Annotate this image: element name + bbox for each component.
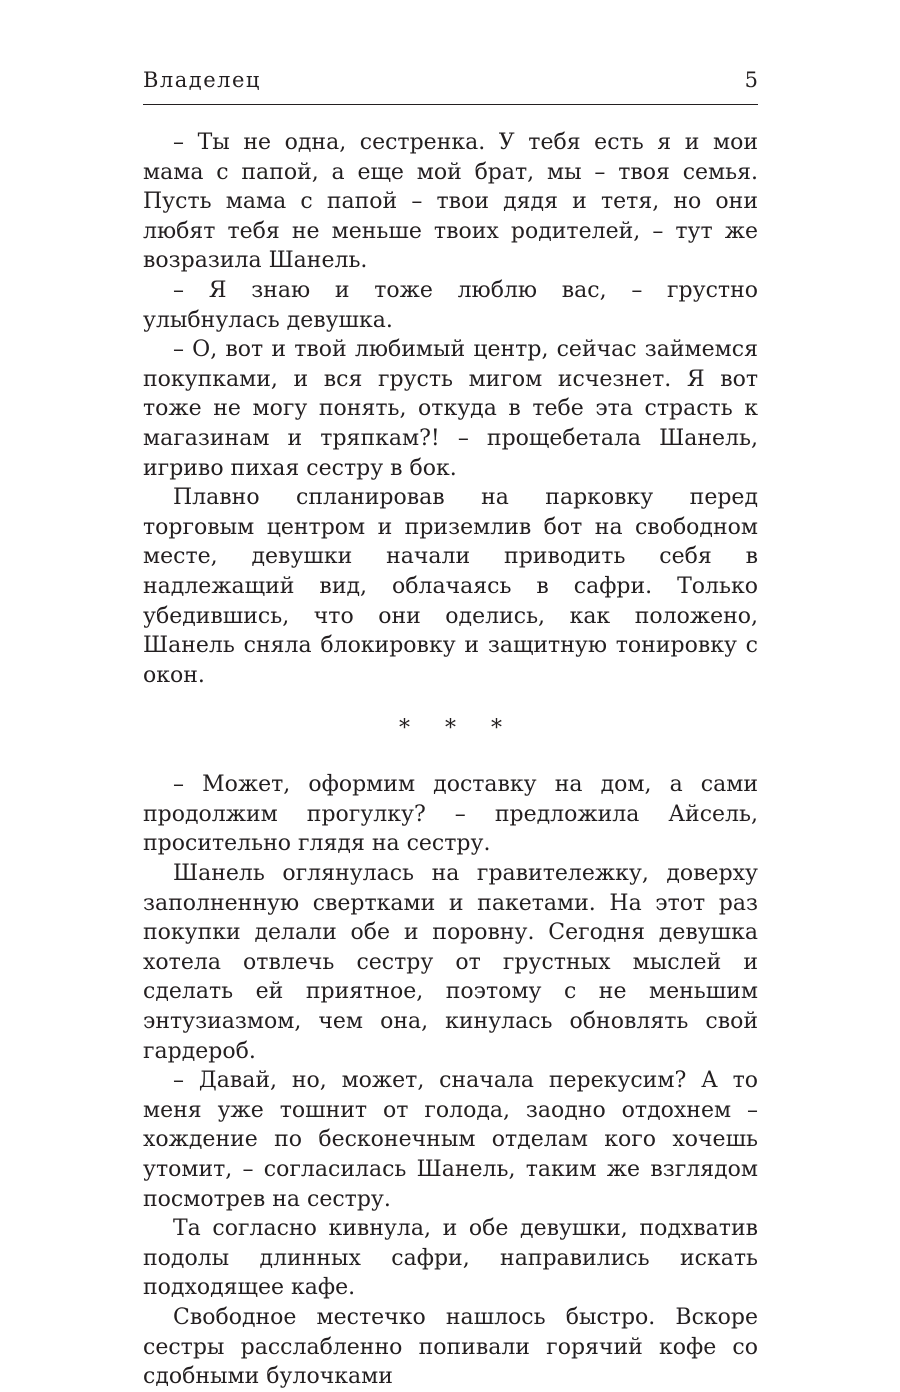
paragraph: – Я знаю и тоже люблю вас, – грустно улыбнулась девушка. xyxy=(143,277,758,333)
paragraph: – Давай, но, может, сначала перекусим? А то меня уже тошнит от голода, заодно отдохнем – хождение по бесконечным отделам кого хочешь утомит, – согласилась Шанель, таким же взглядом посмотрев на сестру. xyxy=(143,1068,758,1212)
running-title: Владелец xyxy=(143,68,261,92)
paragraph: – Ты не одна, сестренка. У тебя есть я и мои мама с папой, а еще мой брат, мы – твоя семья. Пусть мама с папой – твои дядя и тетя, но они любят тебя не меньше твоих родителей, – тут же возразила Шанель. xyxy=(143,130,758,274)
paragraph: – Может, оформим доставку на дом, а сами продолжим прогулку? – предложила Айсель, просительно глядя на сестру. xyxy=(143,772,758,857)
page-number: 5 xyxy=(744,68,758,92)
paragraph: Та согласно кивнула, и обе девушки, подхватив подолы длинных сафри, направились искать подходящее кафе. xyxy=(143,1216,758,1301)
header-rule xyxy=(143,104,758,105)
paragraph: – О, вот и твой любимый центр, сейчас займемся покупками, и вся грусть мигом исчезнет. Я вот тоже не могу понять, откуда в тебе эта страсть к магазинам и тряпкам?! – прощебетала Шанель, игриво пихая сестру в бок. xyxy=(143,337,758,481)
paragraph: Шанель оглянулась на гравитележку, доверху заполненную свертками и пакетами. На этот раз покупки делали обе и поровну. Сегодня девушка хотела отвлечь сестру от грустных мыслей и сделать ей приятное, поэтому с не меньшим энтузиазмом, чем она, кинулась обновлять свой гардероб. xyxy=(143,861,758,1064)
section-break: * * * xyxy=(399,716,516,742)
paragraph: Свободное местечко нашлось быстро. Вскоре сестры расслабленно попивали горячий кофе со сдобными булочками xyxy=(143,1304,758,1390)
body-text xyxy=(143,128,758,1392)
running-head xyxy=(143,66,758,106)
paragraph: Плавно спланировав на парковку перед торговым центром и приземлив бот на свободном месте, девушки начали приводить себя в надлежащий вид, облачаясь в сафри. Только убедившись, что они оделись, как положено, Шанель сняла блокировку и защитную тонировку с окон. xyxy=(143,485,758,688)
